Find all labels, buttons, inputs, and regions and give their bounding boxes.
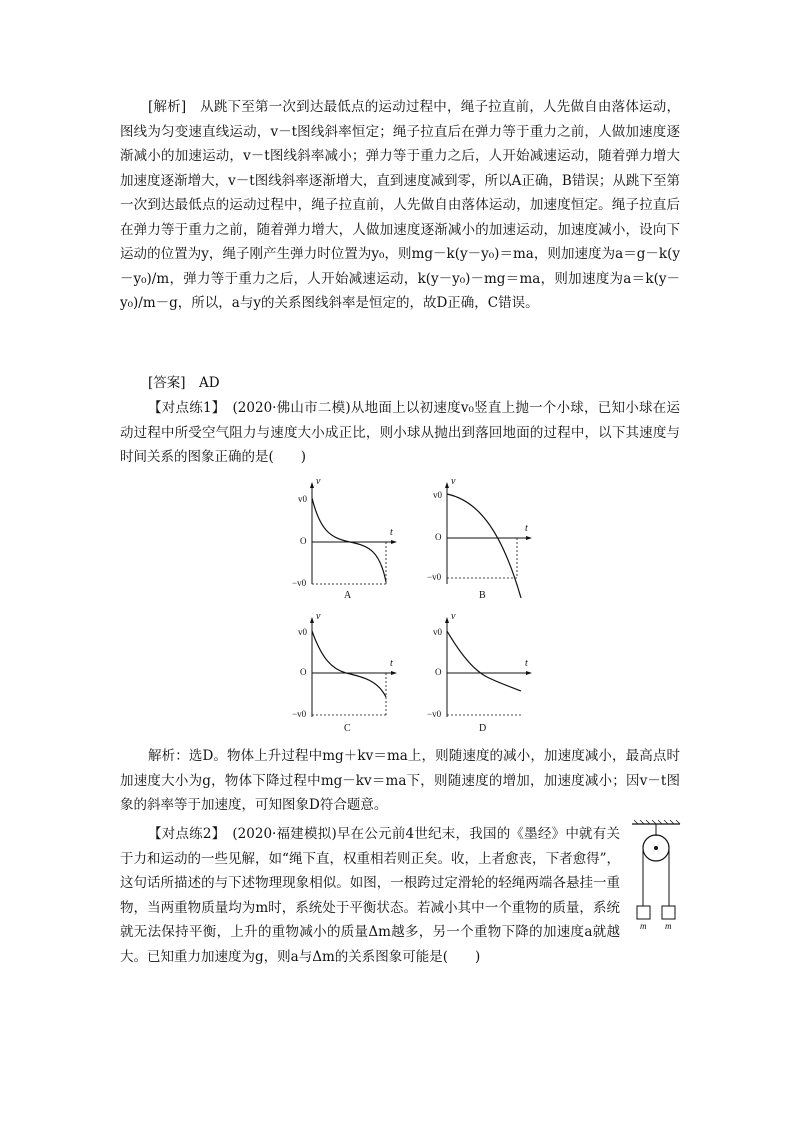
origin-label: O — [435, 667, 442, 677]
graph-b — [425, 476, 535, 601]
origin-label: O — [300, 536, 307, 546]
exercise2-paragraph: 【对点练2】 (2020·福建模拟)早在公元前4世纪末，我国的《墨经》中就有关于力和运动的一些见解，如“绳下直，权重相若则正矣。收，上者愈丧，下者愈得”，这句话所描述的与下述物理现象相似。如图，一根跨过定滑轮的轻绳两端各悬挂一重物，当两重物质量均为m时，系统处于平衡状态。若减小其中一个重物的质量，系统就无法保持平衡，上升的重物减小的质量Δm越多，另一个重物下降的加速度a就越大。已知重力加速度为g，则a与Δm的关系图象可能是( ) — [120, 826, 620, 965]
pulley-figure — [628, 820, 684, 940]
neg-v0-label: −v0 — [427, 709, 442, 719]
answer-paragraph: [答案] AD — [148, 375, 220, 391]
origin-label: O — [300, 667, 307, 677]
axis-t-label: t — [390, 527, 393, 538]
v0-label: v0 — [298, 627, 307, 637]
axis-v-label: v — [451, 611, 456, 622]
graph-label: A — [344, 590, 352, 601]
axis-v-label: v — [451, 476, 456, 487]
exercise1-paragraph: 【对点练1】 (2020·佛山市二模)从地面上以初速度v₀竖直上抛一个小球，已知小球在运动过程中所受空气阻力与速度大小成正比，则小球从抛出到落回地面的过程中，以下其速度与时间关系的图象正确的是( ) — [120, 400, 680, 465]
neg-v0-label: −v0 — [427, 572, 442, 582]
graph-label: C — [344, 723, 351, 734]
neg-v0-label: −v0 — [292, 709, 307, 719]
graph-a — [290, 476, 400, 601]
mass-left-label: m — [640, 921, 647, 931]
axis-t-label: t — [390, 658, 393, 669]
mass-right-label: m — [665, 921, 672, 931]
origin-label: O — [435, 532, 442, 542]
axis-v-label: v — [316, 611, 321, 622]
axis-t-label: t — [525, 658, 528, 669]
solution1-paragraph: 解析：选D。物体上升过程中mg＋kv＝ma上，则随速度的减小，加速度减小，最高点时加速度大小为g，物体下降过程中mg－kv＝ma下，则随速度的增加，加速度减小；因v－t图象的斜率等于加速度，可知图象D符合题意。 — [120, 748, 680, 813]
vt-graphs — [290, 476, 550, 734]
v0-label: v0 — [433, 490, 442, 500]
analysis-paragraph: [解析] 从跳下至第一次到达最低点的运动过程中，绳子拉直前，人先做自由落体运动，图线为匀变速直线运动，v－t图线斜率恒定；绳子拉直后在弹力等于重力之前，人做加速度逐渐减小的加速运动，v－t图线斜率减小；弹力等于重力之后，人开始减速运动，随着弹力增大加速度逐渐增大，v－t图线斜率逐渐增大，直到速度减到零，所以A正确，B错误；从跳下至第一次到达最低点的运动过程中，绳子拉直前，人先做自由落体运动，加速度恒定。绳子拉直后在弹力等于重力之前，随着弹力增大，人做加速度逐渐减小的加速运动，加速度减小，设向下运动的位置为y，绳子刚产生弹力时位置为y₀，则mg－k(y－y₀)＝ma，则加速度为a＝g－k(y－y₀)/m，弹力等于重力之后，人开始减速运动，k(y－y₀)－mg＝ma，则加速度为a＝k(y－y₀)/m－g，所以，a与y的关系图线斜率是恒定的，故D正确，C错误。 — [120, 99, 680, 311]
graph-d — [425, 611, 535, 735]
axis-v-label: v — [316, 476, 321, 487]
graph-label: D — [479, 723, 487, 734]
axis-t-label: t — [525, 523, 528, 534]
v0-label: v0 — [433, 627, 442, 637]
neg-v0-label: −v0 — [292, 578, 307, 588]
graph-label: B — [479, 590, 486, 601]
graph-c — [290, 611, 400, 735]
v0-label: v0 — [298, 494, 307, 504]
